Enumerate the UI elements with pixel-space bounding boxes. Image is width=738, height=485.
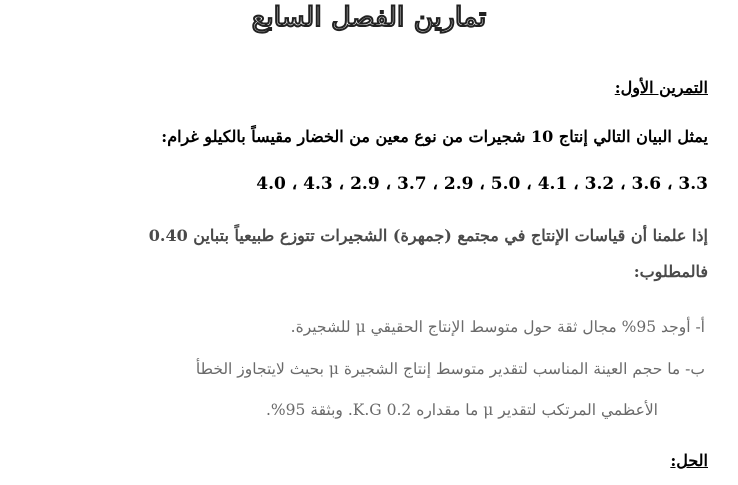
exercise-heading: التمرين الأول: [614, 78, 708, 97]
intro-text: يمثل البيان التالي إنتاج 10 شجيرات من نوع معين من الخضار مقيساً بالكيلو غرام: [161, 127, 708, 146]
question-b-line1: ب- ما حجم العينة المناسب لتقدير متوسط إنتاج الشجيرة μ بحيث لايتجاوز الخطأ [195, 360, 705, 378]
condition-text: إذا علمنا أن قياسات الإنتاج في مجتمع (جمهرة) الشجيرات تتوزع طبيعياً بتباين 0.40 [148, 226, 708, 245]
required-label: فالمطلوب: [633, 262, 708, 281]
data-values: 3.3 ، 3.6 ، 3.2 ، 4.1 ، 5.0 ، 2.9 ، 3.7 ، 2.9 ، 4.3 ، 4.0 [256, 174, 708, 194]
solution-heading: الحل: [670, 451, 708, 470]
page-title: تمارين الفصل السابع [251, 2, 487, 33]
question-a: أ- أوجد 95% مجال ثقة حول متوسط الإنتاج الحقيقي μ للشجيرة. [290, 318, 705, 336]
question-b-line2: الأعظمي المرتكب لتقدير μ ما مقداره 0.2 K.G. وبثقة 95%. [265, 401, 658, 419]
